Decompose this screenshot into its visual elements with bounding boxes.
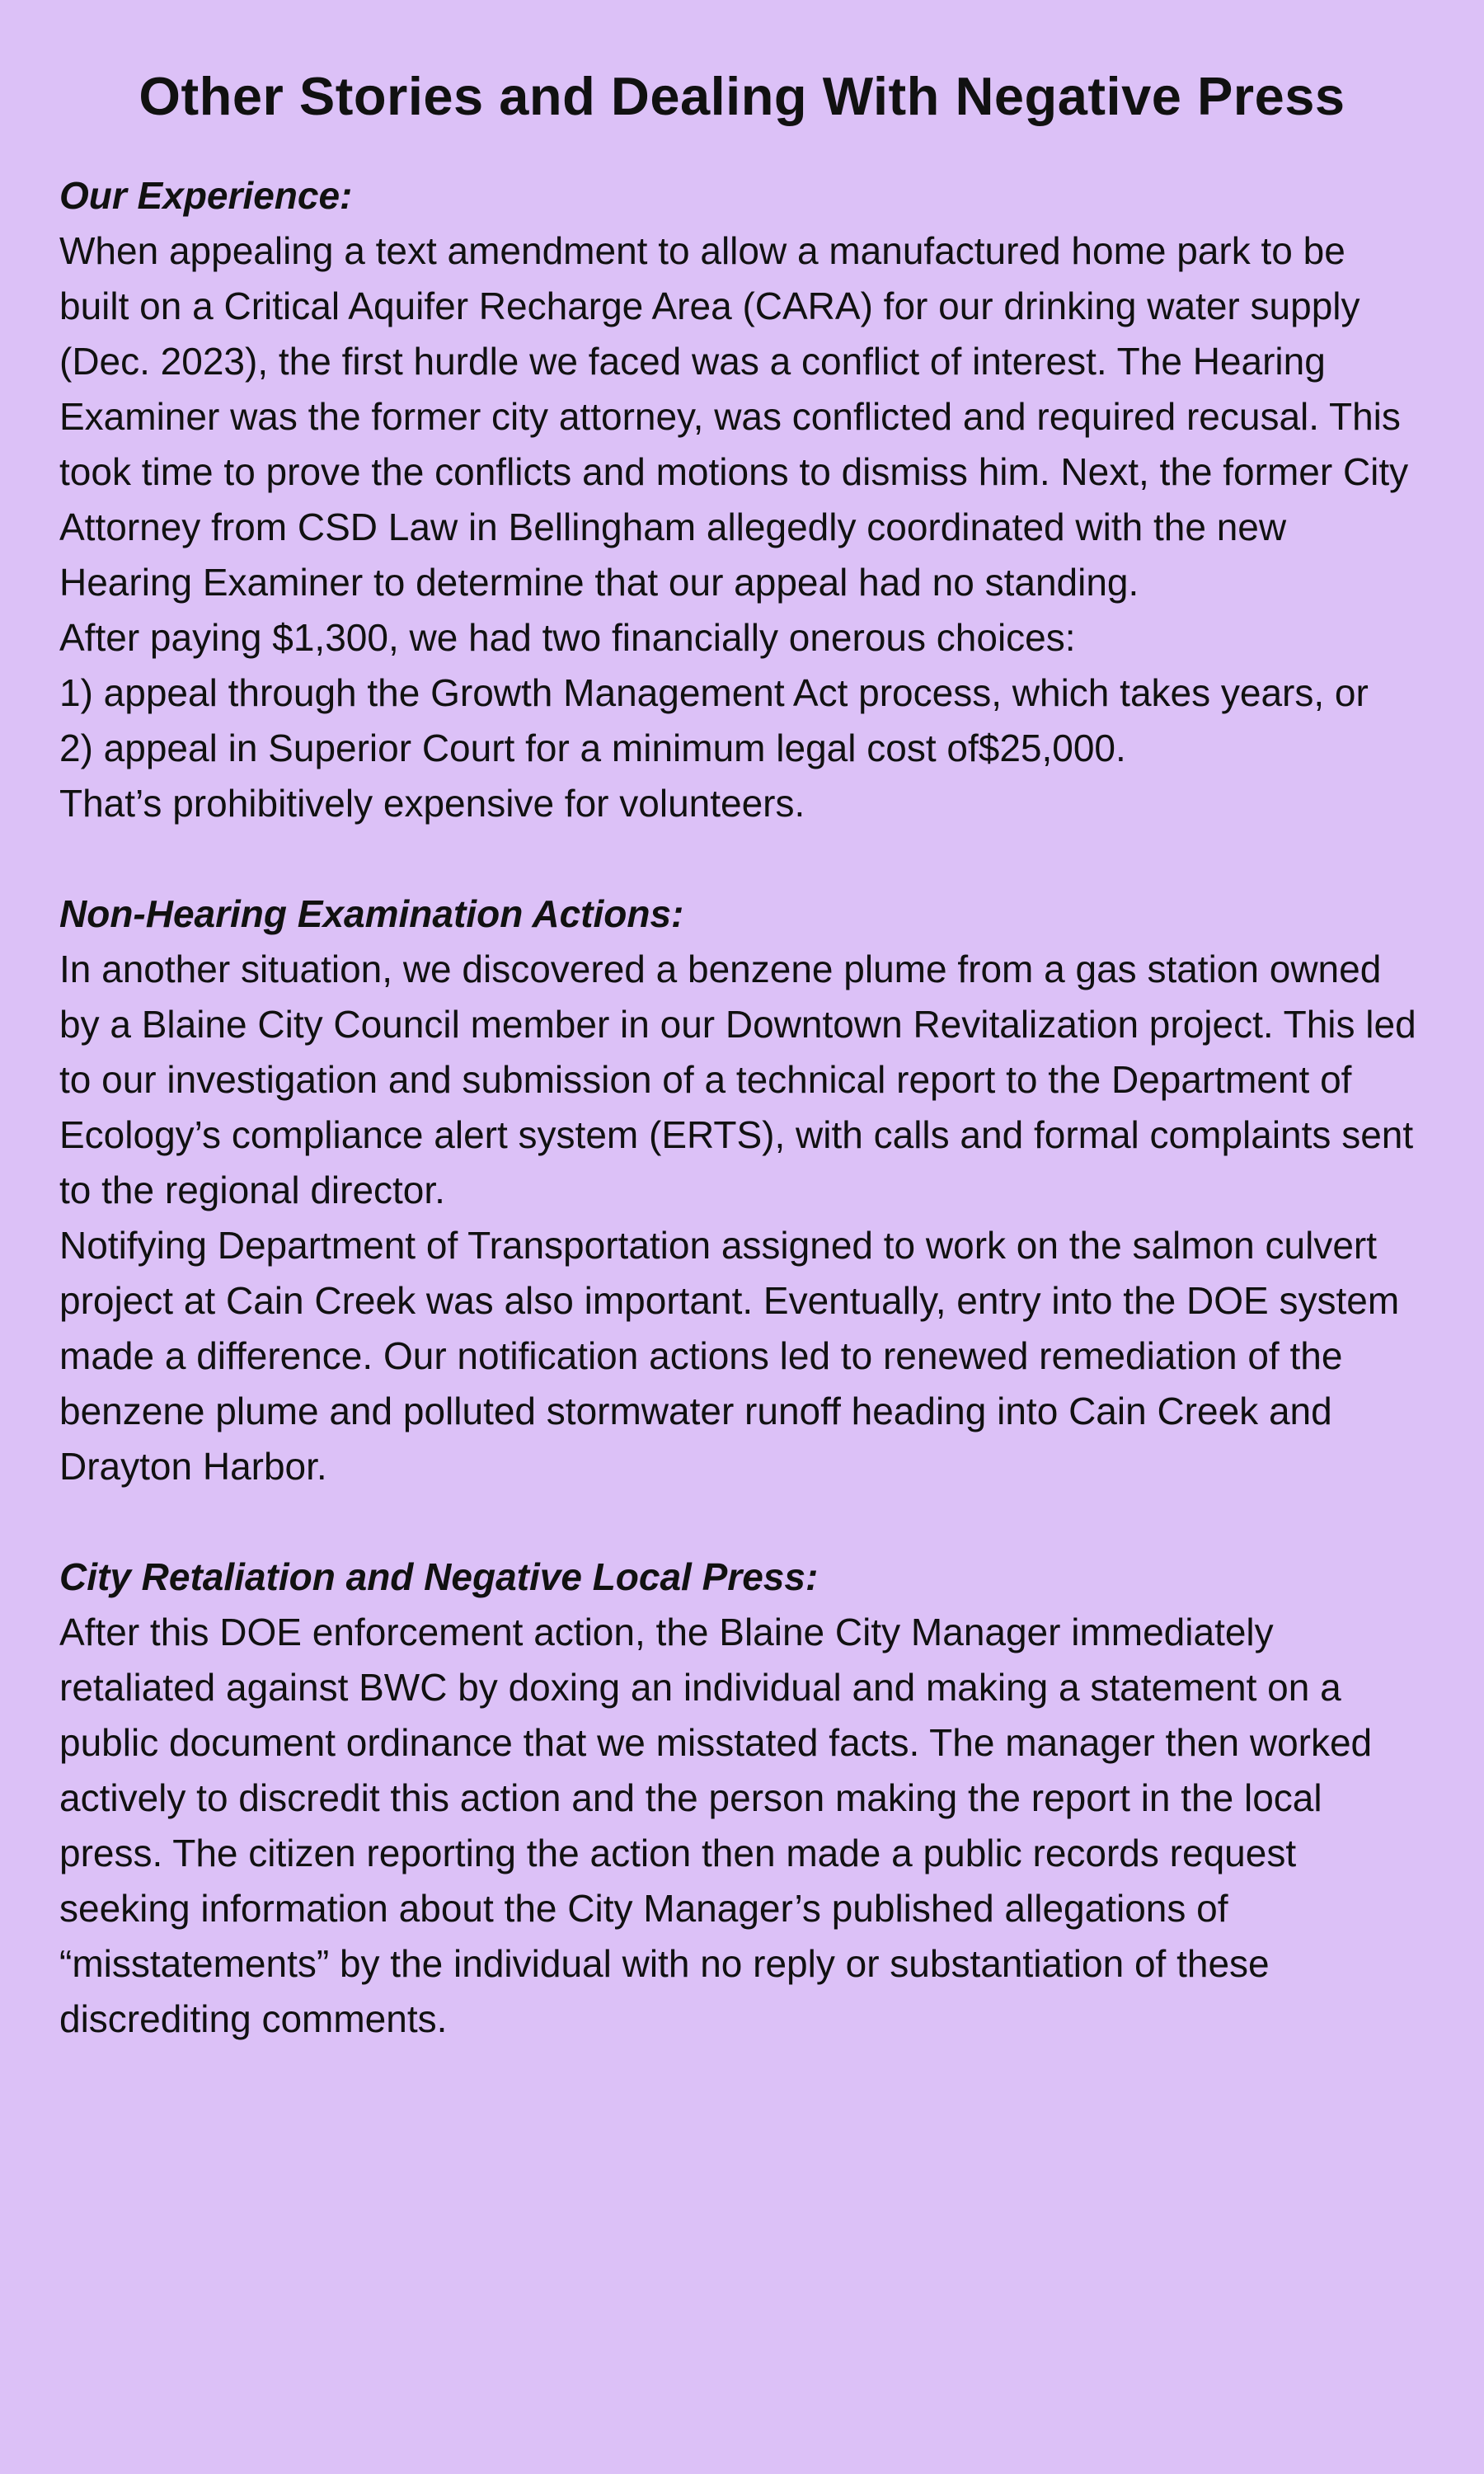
paragraph: After this DOE enforcement action, the Blaine City Manager immediately retaliated against BWC by doxing an individual and making a statement on a public document ordinance that we misstated facts. The manager then worked actively to discredit this action and the person making the report in the local press. The citizen reporting the action then made a public records request seeking information about the City Manager’s published allegations of “misstatements” by the individual with no reply or substantiation of these discrediting comments. (59, 1611, 1373, 2040)
paragraph: 1) appeal through the Growth Management Act process, which takes years, or (59, 671, 1369, 714)
paragraph: In another situation, we discovered a benzene plume from a gas station owned by a Blaine City Council member in our Downtown Revitalization project. This led to our investigation and submission of a technical report to the Department of Ecology’s compliance alert system (ERTS), with calls and formal complaints sent to the regional director. (59, 948, 1416, 1211)
section-city-retaliation (59, 1550, 1425, 2047)
paragraph: After paying $1,300, we had two financially onerous choices: (59, 616, 1076, 659)
section-heading: Our Experience: (59, 174, 353, 217)
section-non-hearing-examination-actions (59, 887, 1425, 1494)
section-heading: Non-Hearing Examination Actions: (59, 892, 684, 935)
document-body (59, 168, 1425, 2047)
section-our-experience (59, 168, 1425, 831)
paragraph: 2) appeal in Superior Court for a minimum legal cost of$25,000. (59, 727, 1126, 769)
paragraph: When appealing a text amendment to allow a manufactured home park to be built on a Critical Aquifer Recharge Area (CARA) for our drinking water supply (Dec. 2023), the first hurdle we faced was a conflict of interest. The Hearing Examiner was the former city attorney, was conflicted and required recusal. This took time to prove the conflicts and motions to dismiss him. Next, the former City Attorney from CSD Law in Bellingham allegedly coordinated with the new Hearing Examiner to determine that our appeal had no standing. (59, 229, 1409, 604)
page-title: Other Stories and Dealing With Negative Press (139, 66, 1345, 126)
paragraph: Notifying Department of Transportation assigned to work on the salmon culvert project at Cain Creek was also important. Eventually, entry into the DOE system made a difference. Our notification actions led to renewed remediation of the benzene plume and polluted stormwater runoff heading into Cain Creek and Drayton Harbor. (59, 1224, 1400, 1488)
section-heading: City Retaliation and Negative Local Press: (59, 1555, 819, 1598)
paragraph: That’s prohibitively expensive for volunteers. (59, 782, 805, 825)
